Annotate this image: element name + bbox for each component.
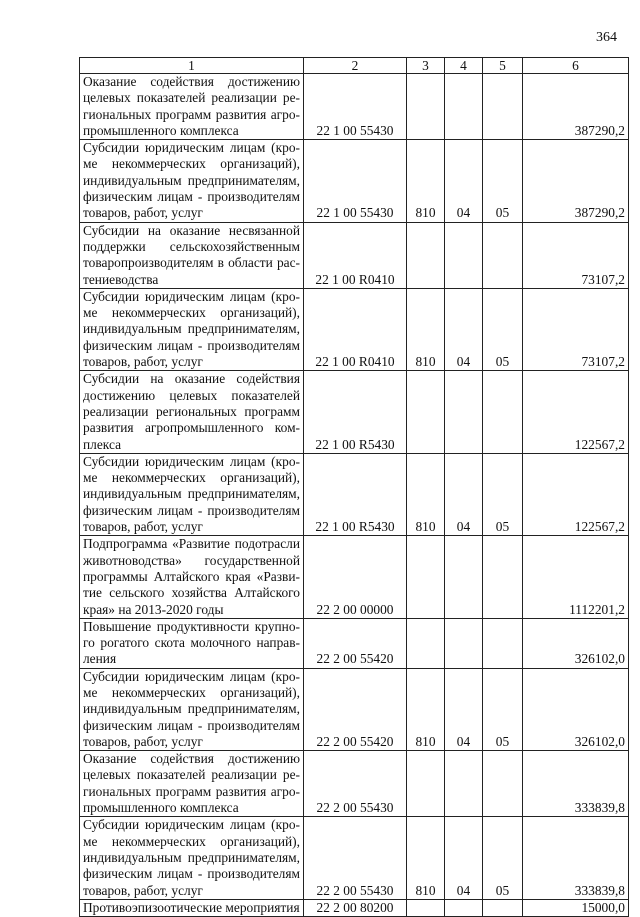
amount: 333839,8 — [523, 817, 629, 899]
item-name: Подпрограмма «Развитие подотрасли животноводства» государственной программы Алтайского края «Разви-тие сельского хозяйства Алтайского края» на 2013-2020 годы — [80, 536, 304, 618]
target-code: 22 1 00 R5430 — [304, 453, 407, 535]
section: 04 — [445, 668, 483, 750]
amount: 333839,8 — [523, 751, 629, 817]
amount: 326102,0 — [523, 618, 629, 668]
table-header-row — [80, 58, 629, 74]
item-name: Субсидии юридическим лицам (кро-ме некоммерческих организаций), индивидуальным предпринимателям, физическим лицам - производителям товаров, работ, услуг — [80, 817, 304, 899]
target-code: 22 1 00 R0410 — [304, 222, 407, 288]
section — [445, 536, 483, 618]
section: 04 — [445, 140, 483, 222]
expense-type — [407, 899, 445, 916]
table-row — [80, 453, 629, 535]
subsection — [483, 222, 523, 288]
expense-type: 810 — [407, 668, 445, 750]
item-name: Оказание содействия достижению целевых показателей реализации ре-гиональных программ развития агро-промышленного комплекса — [80, 74, 304, 140]
section — [445, 371, 483, 453]
amount: 15000,0 — [523, 899, 629, 916]
amount: 122567,2 — [523, 371, 629, 453]
subsection: 05 — [483, 453, 523, 535]
target-code: 22 1 00 55430 — [304, 74, 407, 140]
amount: 387290,2 — [523, 74, 629, 140]
item-name: Субсидии юридическим лицам (кро-ме некоммерческих организаций), индивидуальным предпринимателям, физическим лицам - производителям товаров, работ, услуг — [80, 140, 304, 222]
table-row — [80, 74, 629, 140]
header-col-2: 2 — [304, 58, 407, 74]
target-code: 22 1 00 R5430 — [304, 371, 407, 453]
item-name: Субсидии юридическим лицам (кро-ме некоммерческих организаций), индивидуальным предпринимателям, физическим лицам - производителям товаров, работ, услуг — [80, 288, 304, 370]
target-code: 22 2 00 55420 — [304, 668, 407, 750]
amount: 387290,2 — [523, 140, 629, 222]
target-code: 22 1 00 55430 — [304, 140, 407, 222]
section: 04 — [445, 817, 483, 899]
subsection — [483, 371, 523, 453]
table-row — [80, 618, 629, 668]
section — [445, 618, 483, 668]
expense-type — [407, 751, 445, 817]
section — [445, 222, 483, 288]
item-name: Субсидии на оказание содействия достижению целевых показателей реализации региональных программ развития агропромышленного ком-плекса — [80, 371, 304, 453]
amount: 122567,2 — [523, 453, 629, 535]
header-col-4: 4 — [445, 58, 483, 74]
table-row — [80, 751, 629, 817]
subsection — [483, 74, 523, 140]
section: 04 — [445, 453, 483, 535]
expense-type — [407, 222, 445, 288]
table-row — [80, 668, 629, 750]
target-code: 22 1 00 R0410 — [304, 288, 407, 370]
subsection: 05 — [483, 817, 523, 899]
expense-type: 810 — [407, 140, 445, 222]
expense-type: 810 — [407, 453, 445, 535]
subsection — [483, 536, 523, 618]
header-col-5: 5 — [483, 58, 523, 74]
amount: 326102,0 — [523, 668, 629, 750]
item-name: Субсидии юридическим лицам (кро-ме некоммерческих организаций), индивидуальным предпринимателям, физическим лицам - производителям товаров, работ, услуг — [80, 453, 304, 535]
expense-type — [407, 536, 445, 618]
header-col-1: 1 — [80, 58, 304, 74]
target-code: 22 2 00 00000 — [304, 536, 407, 618]
subsection — [483, 899, 523, 916]
expense-type — [407, 618, 445, 668]
item-name: Противоэпизоотические мероприятия — [80, 899, 304, 916]
target-code: 22 2 00 55430 — [304, 817, 407, 899]
section — [445, 74, 483, 140]
page-number: 364 — [596, 30, 617, 45]
amount: 73107,2 — [523, 222, 629, 288]
table-row — [80, 899, 629, 916]
budget-table — [79, 57, 629, 917]
item-name: Оказание содействия достижению целевых показателей реализации ре-гиональных программ развития агро-промышленного комплекса — [80, 751, 304, 817]
table-row — [80, 817, 629, 899]
subsection: 05 — [483, 668, 523, 750]
table-row — [80, 222, 629, 288]
target-code: 22 2 00 55430 — [304, 751, 407, 817]
section — [445, 751, 483, 817]
item-name: Повышение продуктивности крупно-го рогатого скота молочного направ-ления — [80, 618, 304, 668]
expense-type: 810 — [407, 817, 445, 899]
amount: 1112201,2 — [523, 536, 629, 618]
subsection: 05 — [483, 288, 523, 370]
section: 04 — [445, 288, 483, 370]
table-row — [80, 140, 629, 222]
subsection: 05 — [483, 140, 523, 222]
section — [445, 899, 483, 916]
target-code: 22 2 00 80200 — [304, 899, 407, 916]
table-row — [80, 371, 629, 453]
table-row — [80, 536, 629, 618]
item-name: Субсидии на оказание несвязанной поддержки сельскохозяйственным товаропроизводителям в области рас-тениеводства — [80, 222, 304, 288]
subsection — [483, 618, 523, 668]
expense-type: 810 — [407, 288, 445, 370]
item-name: Субсидии юридическим лицам (кро-ме некоммерческих организаций), индивидуальным предпринимателям, физическим лицам - производителям товаров, работ, услуг — [80, 668, 304, 750]
expense-type — [407, 74, 445, 140]
subsection — [483, 751, 523, 817]
header-col-3: 3 — [407, 58, 445, 74]
table-row — [80, 288, 629, 370]
header-col-6: 6 — [523, 58, 629, 74]
amount: 73107,2 — [523, 288, 629, 370]
target-code: 22 2 00 55420 — [304, 618, 407, 668]
expense-type — [407, 371, 445, 453]
